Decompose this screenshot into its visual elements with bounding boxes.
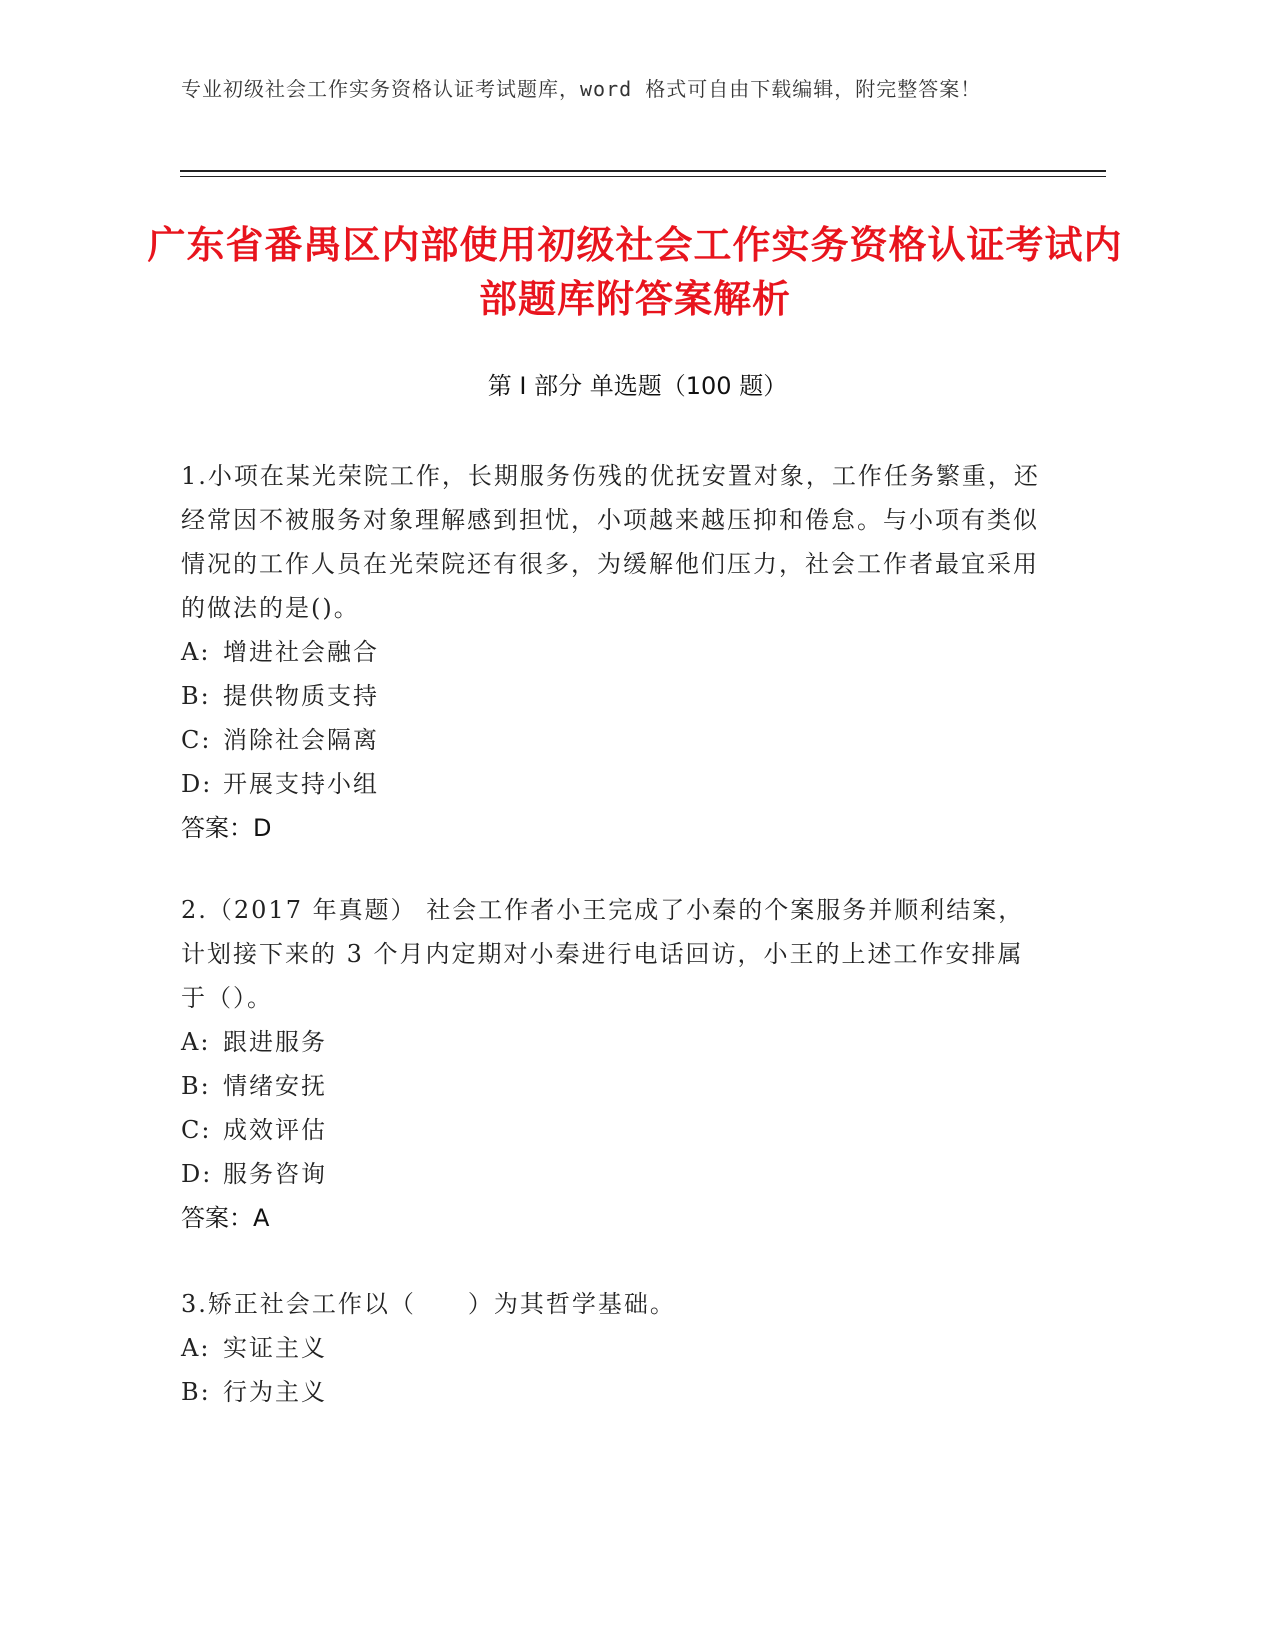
answer-line: 答案：A	[181, 1204, 270, 1232]
option-key: D:	[181, 1160, 213, 1188]
question-stem: 2.（2017 年真题） 社会工作者小王完成了小秦的个案服务并顺利结案，计划接下来的 3 个月内定期对小秦进行电话回访，小王的上述工作安排属于（）。	[181, 896, 1025, 1012]
option-b	[181, 674, 1041, 718]
option-c	[181, 718, 1041, 762]
option-a	[181, 630, 1041, 674]
option-text: 开展支持小组	[223, 770, 379, 798]
option-c	[181, 1108, 1041, 1152]
option-key: A:	[181, 1028, 211, 1056]
option-key: C:	[181, 1116, 212, 1144]
option-key: A:	[181, 638, 211, 666]
option-text: 成效评估	[223, 1116, 327, 1144]
option-b	[181, 1370, 1041, 1414]
option-text: 消除社会隔离	[223, 726, 379, 754]
answer-line: 答案：D	[181, 814, 272, 842]
option-text: 增进社会融合	[223, 638, 379, 666]
header-note: 专业初级社会工作实务资格认证考试题库，word 格式可自由下载编辑，附完整答案！	[181, 77, 982, 101]
option-text: 行为主义	[223, 1378, 327, 1406]
option-a	[181, 1020, 1041, 1064]
option-key: B:	[181, 1378, 211, 1406]
header-divider-thin	[180, 176, 1106, 177]
question-1	[181, 454, 1041, 850]
question-2	[181, 888, 1041, 1240]
option-text: 提供物质支持	[223, 682, 379, 710]
option-key: B:	[181, 1072, 211, 1100]
option-text: 跟进服务	[223, 1028, 327, 1056]
option-key: C:	[181, 726, 212, 754]
header-divider-thick	[180, 170, 1106, 172]
option-text: 服务咨询	[223, 1160, 327, 1188]
question-3	[181, 1282, 1041, 1414]
option-key: A:	[181, 1334, 211, 1362]
option-key: D:	[181, 770, 213, 798]
option-a	[181, 1326, 1041, 1370]
document-title: 广东省番禺区内部使用初级社会工作实务资格认证考试内部题库附答案解析	[147, 223, 1123, 321]
option-d	[181, 762, 1041, 806]
section-title: 第 I 部分 单选题（100 题）	[487, 372, 788, 400]
option-b	[181, 1064, 1041, 1108]
option-text: 实证主义	[223, 1334, 327, 1362]
question-stem: 1.小项在某光荣院工作，长期服务伤残的优抚安置对象，工作任务繁重，还经常因不被服务对象理解感到担忧，小项越来越压抑和倦怠。与小项有类似情况的工作人员在光荣院还有很多，为缓解他们压力，社会工作者最宜采用的做法的是()。	[181, 462, 1040, 622]
option-text: 情绪安抚	[223, 1072, 327, 1100]
option-d	[181, 1152, 1041, 1196]
question-stem: 3.矫正社会工作以（ ）为其哲学基础。	[181, 1290, 676, 1318]
option-key: B:	[181, 682, 211, 710]
